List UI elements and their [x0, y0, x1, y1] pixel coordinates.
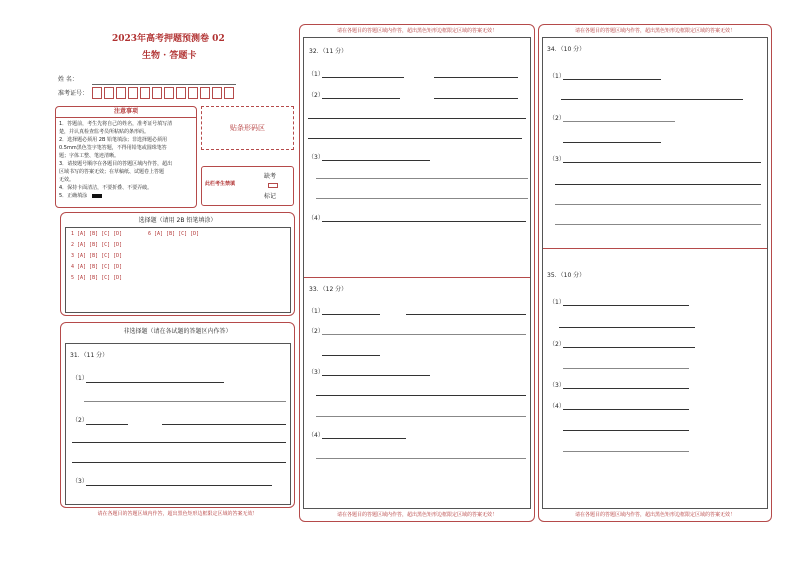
right-panel	[538, 24, 772, 522]
absent-checkbox[interactable]	[268, 183, 278, 188]
notes-item: 3．请按题号顺序在各题目的答题区域内作答，超出	[59, 161, 173, 167]
q35-answer-line[interactable]	[559, 327, 695, 328]
q31-sub1-line[interactable]	[86, 382, 224, 383]
absent-bottom-label: 标记	[264, 193, 277, 200]
name-field[interactable]	[92, 84, 236, 85]
ticket-cell[interactable]	[128, 87, 138, 99]
q34-sub2-line[interactable]	[563, 121, 675, 122]
q31-sub3-line[interactable]	[86, 485, 272, 486]
q33-sub1-label: （1）	[308, 308, 324, 315]
q33-sub4-line[interactable]	[322, 438, 406, 439]
ticket-number-grid[interactable]	[92, 87, 238, 101]
ticket-cell[interactable]	[200, 87, 210, 99]
q31-answer-box	[65, 343, 291, 505]
q32-sub2-line-b[interactable]	[434, 98, 518, 99]
ticket-cell[interactable]	[92, 87, 102, 99]
section-divider	[543, 248, 767, 249]
q34-answer-line[interactable]	[555, 224, 761, 225]
q31-sub2-line-a[interactable]	[86, 424, 128, 425]
right-answer-area	[542, 37, 768, 509]
q32-sub3-label: （3）	[308, 154, 324, 161]
page-title: 2023年高考押题预测卷 02	[112, 34, 225, 44]
choice-row-2[interactable]: 2 [A] [B] [C] [D]	[71, 242, 123, 248]
q35-sub1-line[interactable]	[563, 305, 689, 306]
choice-title: 选择题（请用 2B 铅笔填涂）	[138, 217, 217, 224]
notes-item: 1．答题前，考生先将自己的姓名，准考证号填写清	[59, 121, 173, 127]
choice-grid	[65, 227, 291, 313]
notes-list	[59, 120, 172, 200]
q33-label: 33．（12 分）	[309, 286, 348, 293]
q34-sub1-label: （1）	[549, 73, 565, 80]
q33-answer-line[interactable]	[316, 395, 526, 396]
q32-answer-line[interactable]	[308, 138, 522, 139]
q33-sub2-line[interactable]	[322, 334, 526, 335]
q31-sub1-label: （1）	[72, 375, 88, 382]
choice-row-4[interactable]: 4 [A] [B] [C] [D]	[71, 264, 123, 270]
ticket-cell[interactable]	[212, 87, 222, 99]
middle-panel	[299, 24, 535, 522]
q34-sub3-line[interactable]	[563, 162, 761, 163]
ticket-cell[interactable]	[140, 87, 150, 99]
notes-item: 4．保持卡面清洁，不要折叠、不要弄破。	[59, 185, 153, 191]
q31-sub2-line-b[interactable]	[162, 424, 286, 425]
q35-answer-line[interactable]	[563, 368, 689, 369]
notes-item: 区域书写的答案无效；在草稿纸、试题卷上答题	[59, 169, 165, 175]
q32-sub3-line[interactable]	[322, 160, 430, 161]
q35-sub4-line[interactable]	[563, 409, 689, 410]
q32-answer-line[interactable]	[316, 198, 528, 199]
q32-sub2-line-a[interactable]	[322, 98, 400, 99]
q35-answer-line[interactable]	[563, 430, 689, 431]
q35-sub2-label: （2）	[549, 341, 565, 348]
q34-sub2-label: （2）	[549, 115, 565, 122]
q32-sub2-label: （2）	[308, 92, 324, 99]
q33-sub3-label: （3）	[308, 369, 324, 376]
absent-mark-box	[201, 166, 294, 206]
q31-answer-line[interactable]	[72, 462, 286, 463]
notes-item: 楚，并认真检查监考员所粘贴的条形码。	[59, 129, 150, 135]
q33-answer-line[interactable]	[316, 416, 526, 417]
q31-sub2-label: （2）	[72, 417, 88, 424]
nonchoice-title: 非选择题（请在各试题的答题区内作答）	[123, 328, 232, 335]
q33-sub1-line-a[interactable]	[322, 314, 380, 315]
notes-box	[55, 106, 197, 208]
q35-answer-line[interactable]	[563, 451, 689, 452]
notes-item: 题；字体工整、笔迹清晰。	[59, 153, 120, 159]
ticket-cell[interactable]	[176, 87, 186, 99]
q32-sub4-label: （4）	[308, 215, 324, 222]
q32-sub4-line[interactable]	[322, 221, 526, 222]
warning-header-middle: 请在各题目的答题区域内作答，超出黑色矩形边框限定区域的答案无效！	[336, 28, 497, 34]
q34-answer-line[interactable]	[561, 99, 743, 100]
ticket-cell[interactable]	[104, 87, 114, 99]
q32-answer-line[interactable]	[316, 178, 528, 179]
q35-sub1-label: （1）	[549, 299, 565, 306]
q34-answer-line[interactable]	[555, 204, 761, 205]
name-label: 姓 名：	[58, 76, 78, 83]
warning-footer-middle: 请在各题目的答题区域内作答，超出黑色矩形边框限定区域的答案无效！	[336, 512, 497, 518]
warning-footer-right: 请在各题目的答题区域内作答，超出黑色矩形边框限定区域的答案无效！	[574, 512, 735, 518]
q32-label: 32．（11 分）	[309, 48, 348, 55]
notes-item	[59, 192, 172, 200]
q33-sub1-line-b[interactable]	[406, 314, 526, 315]
page-subtitle: 生物 · 答题卡	[142, 51, 197, 61]
choice-section	[60, 212, 295, 316]
ticket-cell[interactable]	[164, 87, 174, 99]
q33-answer-line[interactable]	[322, 355, 380, 356]
q31-sub3-label: （3）	[72, 478, 88, 485]
q33-sub3-line[interactable]	[322, 375, 430, 376]
nonchoice-section	[60, 322, 295, 508]
q33-sub2-label: （2）	[308, 328, 324, 335]
notes-item: 0.5mm黑色签字笔答题，不得用铅笔或圆珠笔答	[59, 145, 167, 151]
absent-restricted-label: 此栏考生禁填	[205, 181, 236, 187]
ticket-cell[interactable]	[116, 87, 126, 99]
barcode-area	[201, 106, 294, 150]
q35-label: 35．（10 分）	[547, 272, 586, 279]
q32-sub1-line-b[interactable]	[434, 77, 518, 78]
notes-item: 2．选择题必须用 2B 铅笔填涂；非选择题必须用	[59, 137, 167, 143]
q34-answer-line[interactable]	[555, 184, 761, 185]
q32-answer-line[interactable]	[308, 118, 526, 119]
ticket-cell[interactable]	[152, 87, 162, 99]
notes-divider	[56, 117, 196, 118]
absent-top-label: 缺考	[264, 173, 277, 180]
choice-row-6[interactable]: 6 [A] [B] [C] [D]	[148, 231, 200, 237]
section-divider	[304, 277, 530, 278]
choice-row-1[interactable]: 1 [A] [B] [C] [D]	[71, 231, 123, 237]
warning-header-right: 请在各题目的答题区域内作答，超出黑色矩形边框限定区域的答案无效！	[574, 28, 735, 34]
q33-answer-line[interactable]	[316, 458, 526, 459]
q34-label: 34．（10 分）	[547, 46, 586, 53]
notes-item: 无效。	[59, 177, 75, 183]
q35-sub4-label: （4）	[549, 403, 565, 410]
choice-row-5[interactable]: 5 [A] [B] [C] [D]	[71, 275, 123, 281]
q34-sub1-line[interactable]	[563, 79, 661, 80]
q35-sub3-line[interactable]	[563, 388, 689, 389]
q31-label: 31．（11 分）	[70, 352, 109, 359]
ticket-label: 准考证号：	[58, 90, 89, 97]
notes-item-text: 5．正确填涂	[59, 193, 88, 199]
warning-footer-left: 请在各题目的答题区域内作答，超出黑色矩形边框限定区域的答案无效！	[97, 511, 258, 517]
middle-answer-area	[303, 37, 531, 509]
q31-answer-line[interactable]	[72, 442, 286, 443]
q34-answer-line[interactable]	[563, 142, 661, 143]
q31-answer-line[interactable]	[84, 401, 286, 402]
q33-sub4-label: （4）	[308, 432, 324, 439]
choice-row-3[interactable]: 3 [A] [B] [C] [D]	[71, 253, 123, 259]
q32-sub1-label: （1）	[308, 71, 324, 78]
notes-title: 注意事项	[113, 108, 138, 115]
q34-sub3-label: （3）	[549, 156, 565, 163]
ticket-cell[interactable]	[188, 87, 198, 99]
filled-mark-sample	[92, 194, 102, 198]
barcode-label: 贴条形码区	[230, 124, 265, 132]
q35-sub3-label: （3）	[549, 382, 565, 389]
ticket-cell[interactable]	[224, 87, 234, 99]
q35-sub2-line[interactable]	[563, 347, 695, 348]
q32-sub1-line-a[interactable]	[322, 77, 404, 78]
